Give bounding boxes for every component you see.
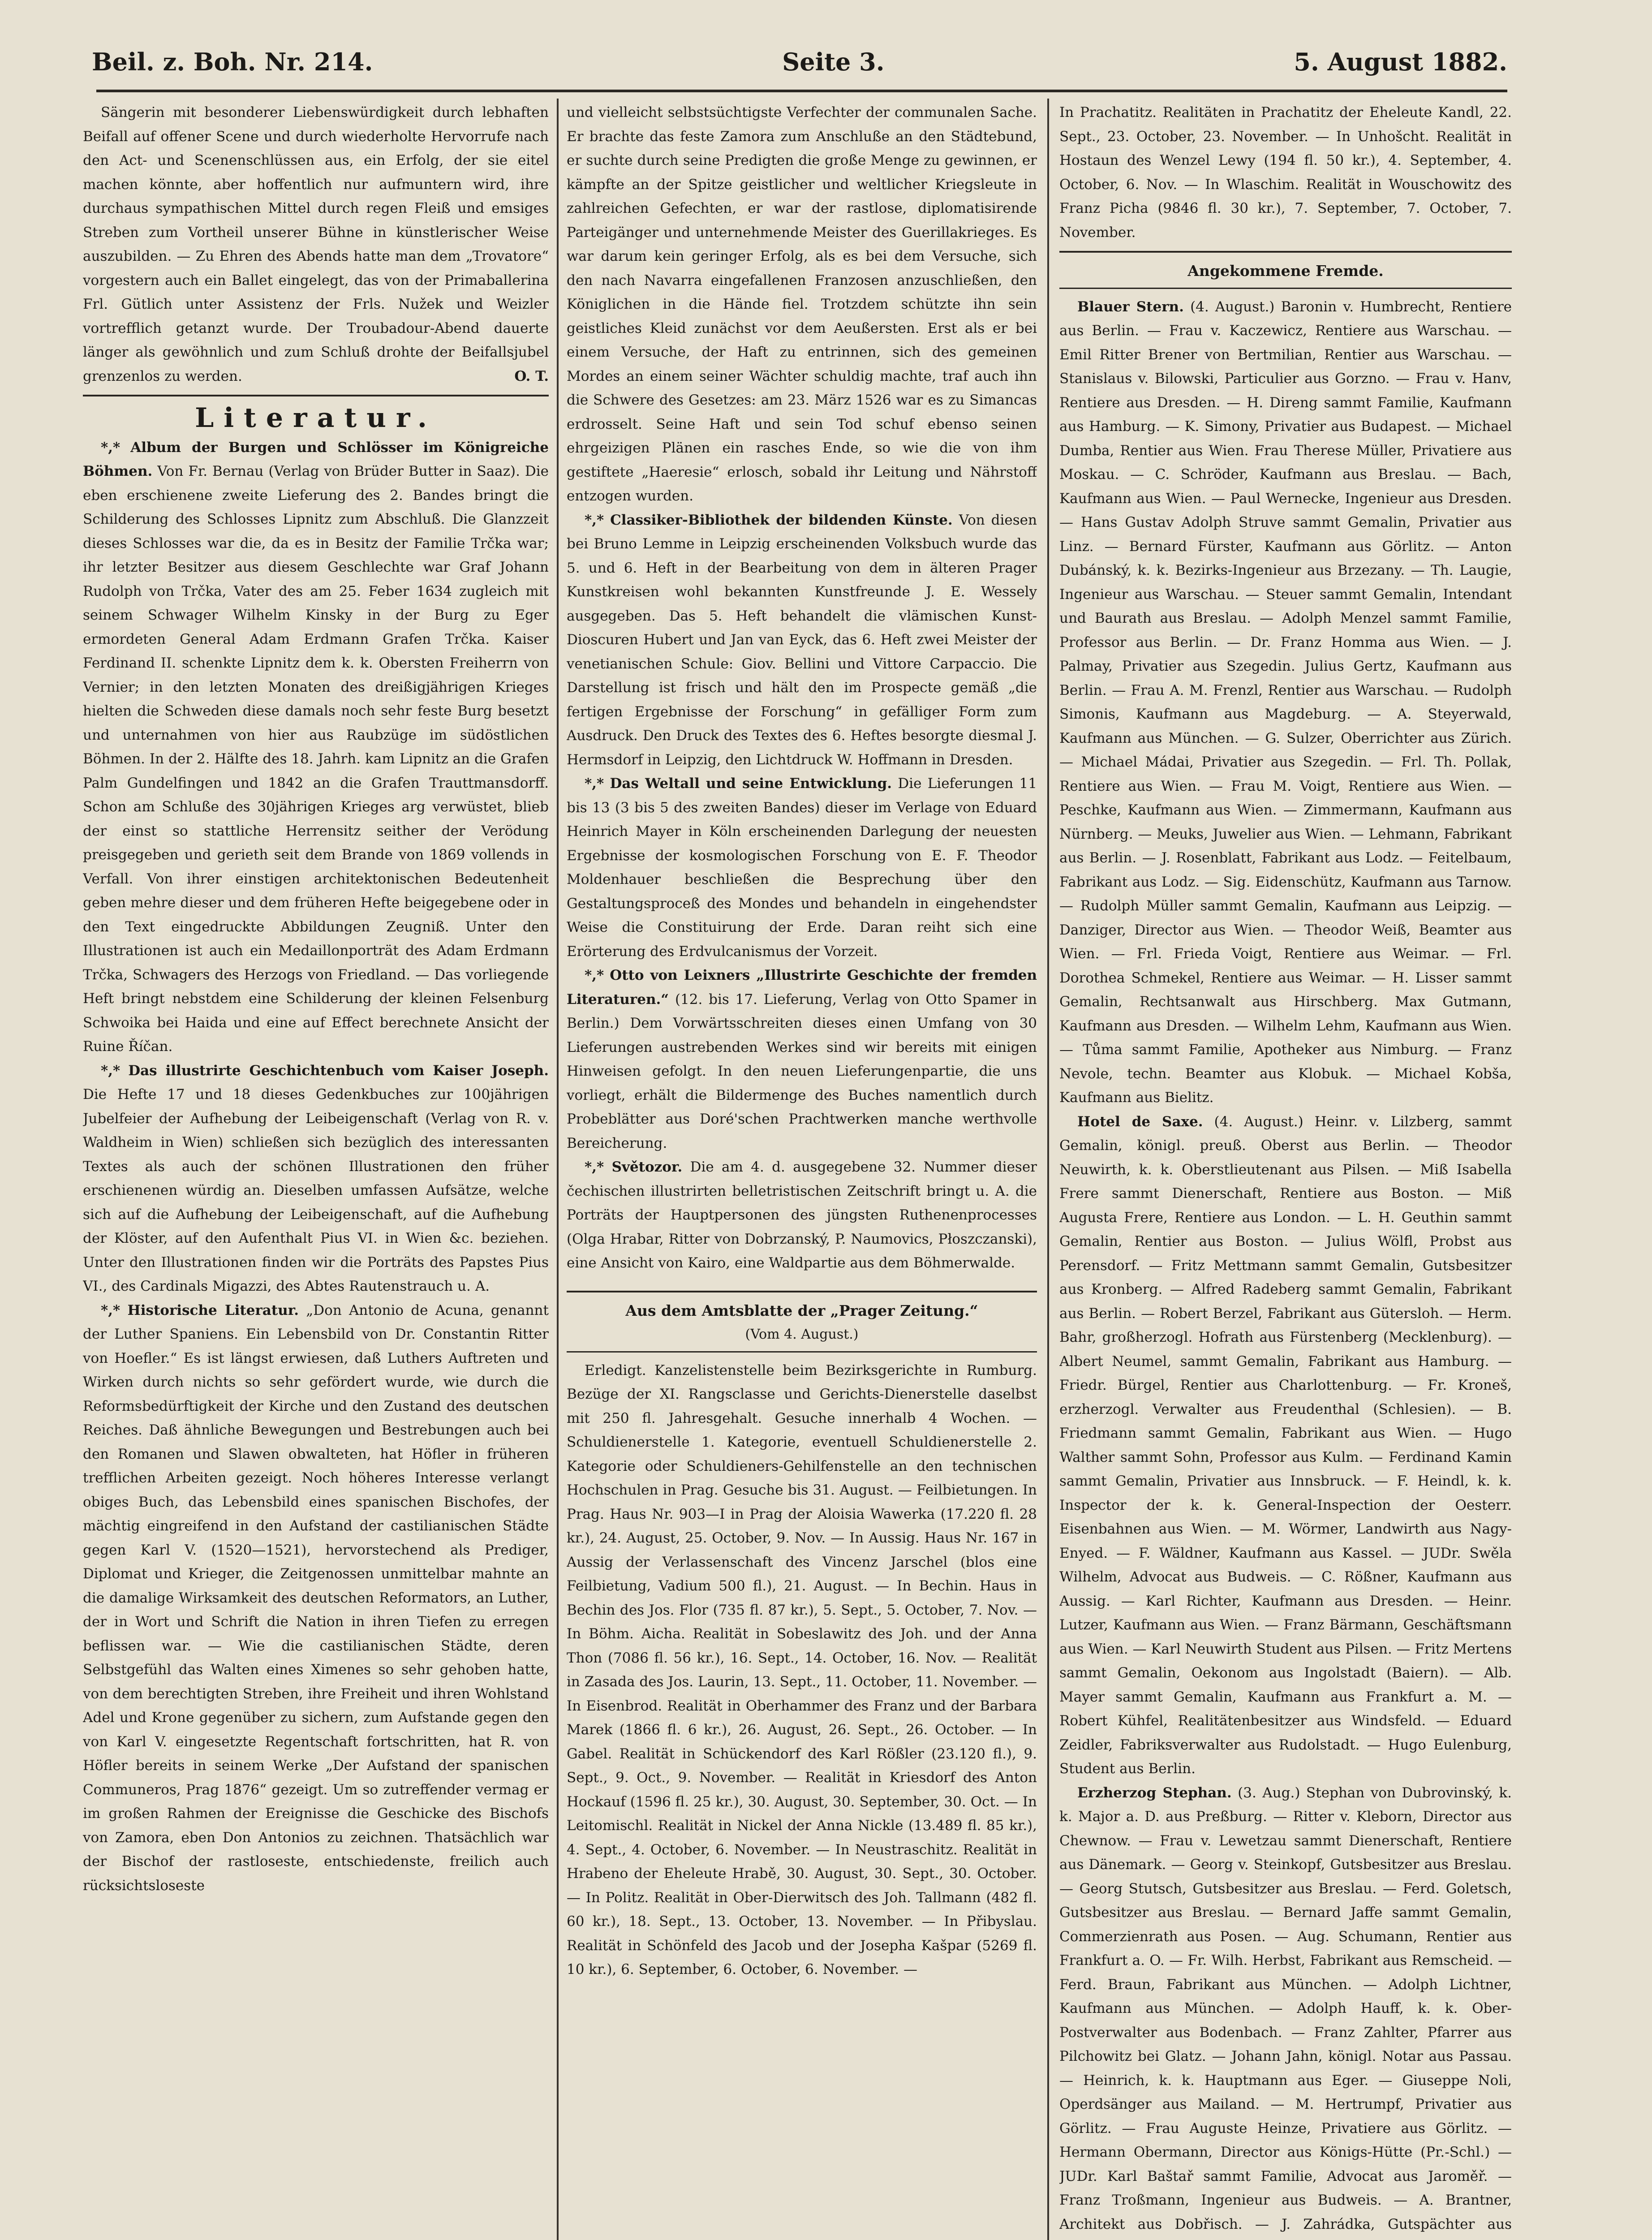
- article-body: Von Fr. Bernau (Verlag von Brüder Butter in Saaz). Die eben erschienene zweite Lieferung des 2. Bandes bringt die Schilderung des Schlosses Lipnitz zum Abschluß. Die Glanzzeit dieses Schlosses war die, da es in Besitz der Familie Trčka war; ihr letzter Besitzer aus diesem Geschlechte war Graf Johann Rudolph von Trčka, Vater des am 25. Feber 1634 zugleich mit seinem Schwager Wilhelm Kinsky in der Burg zu Eger ermordeten General Adam Erdmann Grafen Trčka. Kaiser Ferdinand II. schenkte Lipnitz dem k. k. Obersten Freiherrn von Vernier; in den letzten Monaten des dreißigjährigen Krieges hielten die Schweden diese damals noch sehr feste Burg besetzt und unternahmen von hier aus Raubzüge im südöstlichen Böhmen. In der 2. Hälfte des 18. Jahrh. kam Lipnitz an die Grafen Palm Gundelfingen und 1842 an die Grafen Trauttmansdorff. Schon am Schluße des 30jährigen Krieges arg verwüstet, blieb der einst so stattliche Herrensitz seither der Verödung preisgegeben und gerieth seit dem Brande von 1869 vollends in Verfall. Von ihrer einstigen architektonischen Bedeutenheit geben mehre dieser und dem früheren Hefte beigegebene oder in den Text eingedruckte Abbildungen Zeugniß. Unter den Illustrationen ist auch ein Medaillonporträt des Adam Erdmann Trčka, Schwagers des Herzogs von Friedland. — Das vorliegende Heft bringt nebstdem eine Schilderung der kleinen Felsenburg Schwoika bei Haida und eine auf Effect berechnete Ansicht der Ruine Říčan.: [83, 463, 549, 1055]
- guest-list: (4. August.) Heinr. v. Lilzberg, sammt Gemalin, königl. preuß. Oberst aus Berlin. — Theodor Neuwirth, k. k. Oberstlieutenant aus Pilsen. — Miß Isabella Frere sammt Dienerschaft, Rentiere aus Boston. — Miß Augusta Frere, Rentiere aus London. — L. H. Geuthin sammt Gemalin, Rentier aus Boston. — Julius Wölfl, Probst aus Perensdorf. — Fritz Mettmann sammt Gemalin, Gutsbesitzer aus Kronberg. — Alfred Radeberg sammt Gemalin, Fabrikant aus Berlin. — Robert Berzel, Fabrikant aus Gütersloh. — Herm. Bahr, großherzogl. Hofrath aus Fürstenberg (Mecklenburg). — Albert Neumel, sammt Gemalin, Fabrikant aus Hamburg. — Friedr. Bürgel, Rentier aus Charlottenburg. — Fr. Kroneš, erzherzogl. Verwalter aus Freudenthal (Schlesien). — B. Friedmann sammt Gemalin, Fabrikant aus Wien. — Hugo Walther sammt Sohn, Professor aus Kulm. — Ferdinand Kamin sammt Gemalin, Privatier aus Innsbruck. — F. Heindl, k. k. Inspector der k. k. General-Inspection der Oesterr. Eisenbahnen aus Wien. — M. Wörmer, Landwirth aus Nagy-Enyed. — F. Wäldner, Kaufmann aus Kassel. — JUDr. Swěla Wilhelm, Advocat aus Budweis. — C. Rößner, Kaufmann aus Aussig. — Karl Richter, Kaufmann aus Dresden. — Heinr. Lutzer, Kaufmann aus Wien. — Franz Bärmann, Geschäftsmann aus Wien. — Karl Neuwirth Student aus Pilsen. — Fritz Mertens sammt Gemalin, Oekonom aus Ingolstadt (Baiern). — Alb. Mayer sammt Gemalin, Kaufmann aus Frankfurt a. M. — Robert Kühfel, Realitätenbesitzer aus Windsfeld. — Eduard Zeidler, Fabriksverwalter aus Rudolstadt. — Hugo Eulenburg, Student aus Berlin.: [1059, 1113, 1512, 1777]
- theatre-review-paragraph: Sängerin mit besonderer Liebenswürdigkeit durch lebhaften Beifall auf offener Scene und durch wiederholte Hervorrufe nach den Act- und Scenenschlüssen aus, ein Erfolg, der sie eitel machen könnte, aber hoffentlich nur aufmuntern wird, ihre durchaus sympathischen Mittel durch regen Fleiß und emsiges Streben zum Vortheil unserer Bühne in künstlerischer Weise auszubilden. — Zu Ehren des Abends hatte man dem „Trovatore“ vorgestern auch ein Ballet eingelegt, das von der Primaballerina Frl. Gütlich unter Assistenz der Frls. Nužek und Weizler vortrefflich getanzt wurde. Der Troubadour-Abend dauerte länger als gewöhnlich und zum Schluß drohte der Beifallsjubel grenzenlos zu werden. O. T.: [83, 101, 549, 388]
- section-rule: [1059, 251, 1512, 253]
- article-weltall: *,* Das Weltall und seine Entwicklung. Die Lieferungen 11 bis 13 (3 bis 5 des zweiten Bandes) dieser im Verlage von Eduard Heinrich Mayer in Köln erscheinenden Darlegung der neuesten Ergebnisse der kosmologischen Forschung von E. F. Theodor Moldenhauer beschließen die Besprechung über den Gestaltungsproceß des Mondes und behandeln in eingehendster Weise die Constituirung der Erde. Daran reiht sich eine Erörterung des Erdvulcanismus der Vorzeit.: [567, 775, 1037, 960]
- article-leixner: *,* Otto von Leixners „Illustrirte Geschichte der fremden Literaturen.“ (12. bis 17. Lieferung, Verlag von Otto Spamer in Berlin.) Dem Vorwärtsschreiten dieses einen Umfang von 30 Lieferungen austrebenden Werkes sind wir bereits mit einigen Hinweisen gefolgt. In den neuen Lieferungenpartie, die uns vorliegt, erhält die Bildermenge des Buches namentlich durch Probeblätter aus Doré'schen Prachtwerken manche werthvolle Bereicherung.: [567, 967, 1037, 1151]
- article-title: Historische Literatur.: [127, 1302, 299, 1318]
- review-signature: O. T.: [514, 368, 549, 384]
- section-rule: [83, 395, 549, 396]
- article-title: Světozor.: [611, 1159, 683, 1175]
- amtsblatt-date: (Vom 4. August.): [745, 1327, 859, 1342]
- article-body: Die Lieferungen 11 bis 13 (3 bis 5 des zweiten Bandes) dieser im Verlage von Eduard Heinrich Mayer in Köln erscheinenden Darlegung der neuesten Ergebnisse der kosmologischen Forschung von E. F. Theodor Moldenhauer beschließen die Besprechung über den Gestaltungsproceß des Mondes und behandeln in eingehendster Weise die Constituirung der Erde. Daran reiht sich eine Erörterung des Erdvulcanismus der Vorzeit.: [567, 775, 1037, 960]
- article-continuation: und vielleicht selbstsüchtigste Verfechter der communalen Sache. Er brachte das feste Zamora zum Anschluße an den Städtebund, er suchte durch seine Predigten die große Menge zu gewinnen, er kämpfte an der Spitze geistlicher und weltlicher Kriegsleute in zahlreichen Gefechten, er war der rastlose, diplomatisirende Parteigänger und unternehmende Meister des Guerillakrieges. Es war darum kein geringer Erfolg, als es bei dem Versuche, sich den nach Navarra eingefallenen Franzosen anzuschließen, den Königlichen in die Hände fiel. Trotzdem schützte ihn sein geistliches Kleid zunächst vor dem Aeußersten. Erst als er bei einem Versuche, der Haft zu entrinnen, sich des gemeinen Mordes an einem seiner Wächter schuldig machte, traf auch ihn die Schwere des Gesetzes: am 23. März 1526 war es zu Simancas erdrosselt. Seine Haft und sein Tod schuf ebenso seinen ehrgeizigen Plänen ein rasches Ende, so wie die von ihm gestiftete „Haeresie“ erlosch, sobald ihr Leitung und Nährstoff entzogen wurden.: [567, 104, 1037, 504]
- column-divider-2: [1047, 99, 1049, 2240]
- amtsblatt-continuation: In Prachatitz. Realitäten in Prachatitz der Eheleute Kandl, 22. Sept., 23. October, 23. November. — In Unhošcht. Realität in Hostaun des Wenzel Lewy (194 fl. 50 kr.), 4. September, 4. October, 6. Nov. — In Wlaschim. Realität in Wouschowitz des Franz Picha (9846 fl. 30 kr.), 7. September, 7. October, 7. November.: [1059, 104, 1512, 241]
- column-3: [1059, 101, 1512, 2240]
- hotel-name: Hotel de Saxe.: [1077, 1113, 1203, 1130]
- column-divider-1: [557, 99, 559, 2240]
- fremde-heading: Angekommene Fremde.: [1187, 262, 1384, 280]
- article-body: Von diesen bei Bruno Lemme in Leipzig erscheinenden Volksbuch wurde das 5. und 6. Heft in der Bearbeitung von dem in älteren Prager Kunstkreisen wohl bekannten Kunstfreunde J. E. Wessely ausgegeben. Das 5. Heft behandelt die vlämischen Kunst-Dioscuren Hubert und Jan van Eyck, das 6. Heft zwei Meister der venetianischen Schule: Giov. Bellini und Vittore Carpaccio. Die Darstellung ist frisch und hält den im Prospecte gemäß „die fertigen Ergebnisse der Forschung“ in gefälliger Form zum Ausdruck. Den Druck des Textes des 6. Heftes besorgte diesmal J. Hermsdorf in Leipzig, den Lichtdruck W. Hoffmann in Dresden.: [567, 512, 1037, 768]
- header-page-number: Seite 3.: [782, 47, 885, 76]
- article-classiker-bibliothek: *,* Classiker-Bibliothek der bildenden Künste. Von diesen bei Bruno Lemme in Leipzig erscheinenden Volksbuch wurde das 5. und 6. Heft in der Bearbeitung von dem in älteren Prager Kunstkreisen wohl bekannten Kunstfreunde J. E. Wessely ausgegeben. Das 5. Heft behandelt die vlämischen Kunst-Dioscuren Hubert und Jan van Eyck, das 6. Heft zwei Meister der venetianischen Schule: Giov. Bellini und Vittore Carpaccio. Die Darstellung ist frisch und hält den im Prospecte gemäß „die fertigen Ergebnisse der Forschung“ in gefälliger Form zum Ausdruck. Den Druck des Textes des 6. Heftes besorgte diesmal J. Hermsdorf in Leipzig, den Lichtdruck W. Hoffmann in Dresden.: [567, 512, 1037, 768]
- header-rule: [96, 90, 1507, 92]
- column-2: [567, 101, 1037, 2240]
- hotel-erzherzog-stephan: [1059, 1781, 1512, 2240]
- hotel-name: Erzherzog Stephan.: [1077, 1784, 1232, 1801]
- header-date: 5. August 1882.: [1294, 47, 1507, 76]
- guest-list: (4. August.) Baronin v. Humbrecht, Rentiere aus Berlin. — Frau v. Kaczewicz, Rentiere aus Warschau. — Emil Ritter Brener von Bertmilian, Rentier aus Warschau. — Stanislaus v. Bilowski, Particulier aus Gorzno. — Frau v. Hanv, Rentiere aus Dresden. — H. Direng sammt Familie, Kaufmann aus Hamburg. — K. Simony, Privatier aus Budapest. — Michael Dumba, Rentier aus Wien. Frau Therese Müller, Privatiere aus Moskau. — C. Schröder, Kaufmann aus Breslau. — Bach, Kaufmann aus Wien. — Paul Wernecke, Ingenieur aus Dresden. — Hans Gustav Adolph Struve sammt Gemalin, Privatier aus Linz. — Bernard Fürster, Kaufmann aus Görlitz. — Anton Dubánský, k. k. Bezirks-Ingenieur aus Brzezany. — Th. Laugie, Ingenieur aus Warschau. — Steuer sammt Gemalin, Intendant und Baurath aus Breslau. — Adolph Menzel sammt Familie, Professor aus Berlin. — Dr. Franz Homma aus Wien. — J. Palmay, Privatier aus Szegedin. Julius Gertz, Kaufmann aus Berlin. — Frau A. M. Frenzl, Rentier aus Warschau. — Rudolph Simonis, Kaufmann aus Magdeburg. — A. Steyerwald, Kaufmann aus München. — G. Sulzer, Oberrichter aus Zürich. — Michael Mádai, Privatier aus Szegedin. — Frl. Th. Pollak, Rentiere aus Wien. — Frau M. Voigt, Rentiere aus Wien. — Peschke, Kaufmann aus Wien. — Zimmermann, Kaufmann aus Nürnberg. — Meuks, Juwelier aus Wien. — Lehmann, Fabrikant aus Berlin. — J. Rosenblatt, Fabrikant aus Lodz. — Feitelbaum, Fabrikant aus Lodz. — Sig. Eidenschütz, Kaufmann aus Tarnow. — Rudolph Müller sammt Gemalin, Kaufmann aus Leipzig. — Danziger, Director aus Wien. — Theodor Weiß, Beamter aus Wien. — Frl. Frieda Voigt, Rentiere aus Weimar. — Frl. Dorothea Schmekel, Rentiere aus Weimar. — H. Lisser sammt Gemalin, Rechtsanwalt aus Hirschberg. Max Gutmann, Kaufmann aus Dresden. — Wilhelm Lehm, Kaufmann aus Wien. — Tůma sammt Familie, Apotheker aus Nimburg. — Franz Nevole, techn. Beamter aus Klobuk. — Michael Kobša, Kaufmann aus Bielitz.: [1059, 298, 1512, 1106]
- article-body: Die Hefte 17 und 18 dieses Gedenkbuches zur 100jährigen Jubelfeier der Aufhebung der Leibeigenschaft (Verlag von R. v. Waldheim in Wien) schließen sich bezüglich des interessanten Textes als auch der schönen Illustrationen den früher erschienenen würdig an. Dieselben umfassen Aufsätze, welche sich auf die Aufhebung der Leibeigenschaft, auf die Aufhebung der Klöster, auf den Aufenthalt Pius VI. in Wien &c. beziehen. Unter den Illustrationen finden wir die Porträts des Papstes Pius VI., des Cardinals Migazzi, des Abtes Rautenstrauch u. A.: [83, 1086, 549, 1294]
- amtsblatt-heading: Aus dem Amtsblatte der „Prager Zeitung.“: [625, 1301, 978, 1319]
- section-rule: [567, 1291, 1037, 1292]
- article-title: Das illustrirte Geschichtenbuch vom Kaiser Joseph.: [128, 1062, 549, 1079]
- hotel-name: Blauer Stern.: [1077, 298, 1184, 315]
- article-title: Album der Burgen und Schlösser im Königreiche Böhmen.: [83, 439, 549, 479]
- article-title: Otto von Leixners „Illustrirte Geschichte der fremden Literaturen.“: [567, 967, 1037, 1008]
- article-body: Die am 4. d. ausgegebene 32. Nummer dieser čechischen illustrirten belletristischen Zeitschrift bringt u. A. die Porträts der Hauptpersonen des jüngsten Ruthenenprocesses (Olga Hrabar, Ritter von Dobrzanský, P. Naumovics, Płoszczanski), eine Ansicht von Kairo, eine Waldpartie aus dem Böhmerwalde.: [567, 1159, 1037, 1271]
- article-body: „Don Antonio de Acuna, genannt der Luther Spaniens. Ein Lebensbild von Dr. Constantin Ritter von Hoefler.“ Es ist längst erwiesen, daß Luthers Auftreten und Wirken durch nichts so sehr gefördert wurde, wie durch die Reformsbedürftigkeit der Kirche und den Zustand des deutschen Reiches. Daß ähnliche Bewegungen und Bestrebungen auch bei den Romanen und Slawen obwalteten, hat Höfler in früheren trefflichen Arbeiten gezeigt. Noch höheres Interesse verlangt obiges Buch, das Lebensbild eines spanischen Bischofes, der mächtig eingreifend in den Aufstand der castilianischen Städte gegen Karl V. (1520—1521), hervorstechend als Prediger, Diplomat und Krieger, die Zeitgenossen unmittelbar mahnte an die damalige Wirksamkeit des deutschen Reformators, an Luther, der in Wort und Schrift die Nation in ihren Tiefen zu erregen beflissen war. — Wie die castilianischen Städte, deren Selbstgefühl das Walten eines Ximenes so sehr gehoben hatte, von dem berechtigten Streben, ihre Freiheit und ihren Wohlstand Adel und Krone gegenüber zu sichern, zum Aufstande gegen den von Karl V. eingesetzte Regentschaft fortschritten, hat R. von Höfler bereits in seinem Werke „Der Aufstand der spanischen Communeros, Prag 1876“ gezeigt. Um so zutreffender vermag er im großen Rahmen der Ereignisse die Geschicke des Bischofs von Zamora, eben Don Antonios zu zeichnen. Thatsächlich war der Bischof der rastloseste, entschiedenste, freilich auch rücksichtsloseste: [83, 1302, 549, 1894]
- article-title: Das Weltall und seine Entwicklung.: [610, 775, 892, 792]
- article-album-burgen: *,* Album der Burgen und Schlösser im Königreiche Böhmen. Von Fr. Bernau (Verlag von Brüder Butter in Saaz). Die eben erschienene zweite Lieferung des 2. Bandes bringt die Schilderung des Schlosses Lipnitz zum Abschluß. Die Glanzzeit dieses Schlosses war die, da es in Besitz der Familie Trčka war; ihr letzter Besitzer aus diesem Geschlechte war Graf Johann Rudolph von Trčka, Vater des am 25. Feber 1634 zugleich mit seinem Schwager Wilhelm Kinsky in der Burg zu Eger ermordeten General Adam Erdmann Grafen Trčka. Kaiser Ferdinand II. schenkte Lipnitz dem k. k. Obersten Freiherrn von Vernier; in den letzten Monaten des dreißigjährigen Krieges hielten die Schweden diese damals noch sehr feste Burg besetzt und unternahmen von hier aus Raubzüge im südöstlichen Böhmen. In der 2. Hälfte des 18. Jahrh. kam Lipnitz an die Grafen Palm Gundelfingen und 1842 an die Grafen Trauttmansdorff. Schon am Schluße des 30jährigen Krieges arg verwüstet, blieb der einst so stattliche Herrensitz seither der Verödung preisgegeben und gerieth seit dem Brande von 1869 vollends in Verfall. Von ihrer einstigen architektonischen Bedeutenheit geben mehre dieser und dem früheren Hefte beigegebene oder in den Text eingedruckte Abbildungen Zeugniß. Unter den Illustrationen ist auch ein Medaillonporträt des Adam Erdmann Trčka, Schwagers des Herzogs von Friedland. — Das vorliegende Heft bringt nebstdem eine Schilderung der kleinen Felsenburg Schwoika bei Haida und eine auf Effect berechnete Ansicht der Ruine Říčan.: [83, 439, 549, 1055]
- section-rule-short: [1059, 288, 1512, 289]
- article-svetozor: *,* Světozor. Die am 4. d. ausgegebene 32. Nummer dieser čechischen illustrirten belletristischen Zeitschrift bringt u. A. die Porträts der Hauptpersonen des jüngsten Ruthenenprocesses (Olga Hrabar, Ritter von Dobrzanský, P. Naumovics, Płoszczanski), eine Ansicht von Kairo, eine Waldpartie aus dem Böhmerwalde.: [567, 1159, 1037, 1271]
- article-historische-literatur: *,* Historische Literatur. „Don Antonio de Acuna, genannt der Luther Spaniens. Ein Lebensbild von Dr. Constantin Ritter von Hoefler.“ Es ist längst erwiesen, daß Luthers Auftreten und Wirken durch nichts so sehr gefördert wurde, wie durch die Reformsbedürftigkeit der Kirche und den Zustand des deutschen Reiches. Daß ähnliche Bewegungen und Bestrebungen auch bei den Romanen und Slawen obwalteten, hat Höfler in früheren trefflichen Arbeiten gezeigt. Noch höheres Interesse verlangt obiges Buch, das Lebensbild eines spanischen Bischofes, der mächtig eingreifend in den Aufstand der castilianischen Städte gegen Karl V. (1520—1521), hervorstechend als Prediger, Diplomat und Krieger, die Zeitgenossen unmittelbar mahnte an die damalige Wirksamkeit des deutschen Reformators, an Luther, der in Wort und Schrift die Nation in ihren Tiefen zu erregen beflissen war. — Wie die castilianischen Städte, deren Selbstgefühl das Walten eines Ximenes so sehr gehoben hatte, von dem berechtigten Streben, ihre Freiheit und ihren Wohlstand Adel und Krone gegenüber zu sichern, zum Aufstande gegen den von Karl V. eingesetzte Regentschaft fortschritten, hat R. von Höfler bereits in seinem Werke „Der Aufstand der spanischen Communeros, Prag 1876“ gezeigt. Um so zutreffender vermag er im großen Rahmen der Ereignisse die Geschicke des Bischofs von Zamora, eben Don Antonios zu zeichnen. Thatsächlich war der Bischof der rastloseste, entschiedenste, freilich auch rücksichtsloseste: [83, 1302, 549, 1894]
- article-body: (12. bis 17. Lieferung, Verlag von Otto Spamer in Berlin.) Dem Vorwärtsschreiten dieses einen Umfang von 30 Lieferungen austrebenden Werkes sind wir bereits mit einigen Hinweisen gefolgt. In den neuen Lieferungenpartie, die uns vorliegt, erhält die Bildermenge des Buches namentlich durch Probeblätter aus Doré'schen Prachtwerken manche werthvolle Bereicherung.: [567, 991, 1037, 1151]
- hotel-de-saxe: [1059, 1110, 1512, 1781]
- column-1: [83, 101, 549, 2240]
- guest-list: (3. Aug.) Stephan von Dubrovinský, k. k. Major a. D. aus Preßburg. — Ritter v. Kleborn, Director aus Chewnow. — Frau v. Lewetzau sammt Dienerschaft, Rentiere aus Dänemark. — Georg v. Steinkopf, Gutsbesitzer aus Breslau. — Georg Stutsch, Gutsbesitzer aus Breslau. — Ferd. Goletsch, Gutsbesitzer aus Breslau. — Bernard Jaffe sammt Gemalin, Commerzienrath aus Posen. — Aug. Schumann, Rentier aus Frankfurt a. O. — Fr. Wilh. Herbst, Fabrikant aus Remscheid. — Ferd. Braun, Fabrikant aus München. — Adolph Lichtner, Kaufmann aus München. — Adolph Hauff, k. k. Ober-Postverwalter aus Bodenbach. — Franz Zahlter, Pfarrer aus Pilchowitz bei Glatz. — Johann Jahn, königl. Notar aus Passau. — Heinrich, k. k. Hauptmann aus Eger. — Giuseppe Noli, Operdsänger aus Mailand. — M. Hertrumpf, Privatier aus Görlitz. — Frau Auguste Heinze, Privatiere aus Görlitz. — Hermann Obermann, Director aus Königs-Hütte (Pr.-Schl.) — JUDr. Karl Baštař sammt Familie, Advocat aus Jaroměř. — Franz Troßmann, Ingenieur aus Budweis. — A. Brantner, Architekt aus Dobřisch. — J. Zahrádka, Gutspächter aus: [1059, 1784, 1512, 2232]
- hotel-blauer-stern: [1059, 295, 1512, 1110]
- article-geschichtenbuch: *,* Das illustrirte Geschichtenbuch vom Kaiser Joseph. Die Hefte 17 und 18 dieses Gedenkbuches zur 100jährigen Jubelfeier der Aufhebung der Leibeigenschaft (Verlag von R. v. Waldheim in Wien) schließen sich bezüglich des interessanten Textes als auch der schönen Illustrationen den früher erschienenen würdig an. Dieselben umfassen Aufsätze, welche sich auf die Aufhebung der Leibeigenschaft, auf die Aufhebung der Klöster, auf den Aufenthalt Pius VI. in Wien &c. beziehen. Unter den Illustrationen finden wir die Porträts des Papstes Pius VI., des Cardinals Migazzi, des Abtes Rautenstrauch u. A.: [83, 1062, 549, 1294]
- amtsblatt-body: Erledigt. Kanzelistenstelle beim Bezirksgerichte in Rumburg. Bezüge der XI. Rangsclasse und Gerichts-Dienerstelle daselbst mit 250 fl. Jahresgehalt. Gesuche innerhalb 4 Wochen. — Schuldienerstelle 1. Kategorie, eventuell Schuldienerstelle 2. Kategorie oder Schuldieners-Gehilfenstelle an den technischen Hochschulen in Prag. Gesuche bis 31. August. — Feilbietungen. In Prag. Haus Nr. 903—I in Prag der Aloisia Wawerka (17.220 fl. 28 kr.), 24. August, 25. October, 9. Nov. — In Aussig. Haus Nr. 167 in Aussig der Verlassenschaft des Vincenz Jarschel (blos eine Feilbietung, Vadium 500 fl.), 21. August. — In Bechin. Haus in Bechin des Jos. Flor (735 fl. 87 kr.), 5. Sept., 5. October, 7. Nov. — In Böhm. Aicha. Realität in Sobeslawitz des Joh. und der Anna Thon (7086 fl. 56 kr.), 16. Sept., 14. October, 16. Nov. — Realität in Zasada des Jos. Laurin, 13. Sept., 11. October, 11. November. — In Eisenbrod. Realität in Oberhammer des Franz und der Barbara Marek (1866 fl. 6 kr.), 26. August, 26. Sept., 26. October. — In Gabel. Realität in Schückendorf des Karl Rößler (23.120 fl.), 9. Sept., 9. Oct., 9. November. — Realität in Kriesdorf des Anton Hockauf (1596 fl. 25 kr.), 30. August, 30. September, 30. Oct. — In Leitomischl. Realität in Nickel der Anna Nickle (13.489 fl. 85 kr.), 4. Sept., 4. October, 6. November. — In Neustraschitz. Realität in Hrabeno der Eheleute Hrabě, 30. August, 30. Sept., 30. October. — In Politz. Realität in Ober-Dierwitsch des Joh. Tallmann (482 fl. 60 kr.), 18. Sept., 13. October, 13. November. — In Přibyslau. Realität in Schönfeld des Jacob und der Josepha Kašpar (5269 fl. 10 kr.), 6. September, 6. October, 6. November. —: [567, 1362, 1037, 1977]
- literatur-heading: Literatur.: [195, 402, 437, 434]
- page-header: [92, 35, 1507, 89]
- section-rule-short: [567, 1351, 1037, 1353]
- header-issue: Beil. z. Boh. Nr. 214.: [92, 47, 373, 76]
- article-title: Classiker-Bibliothek der bildenden Künste.: [610, 512, 953, 528]
